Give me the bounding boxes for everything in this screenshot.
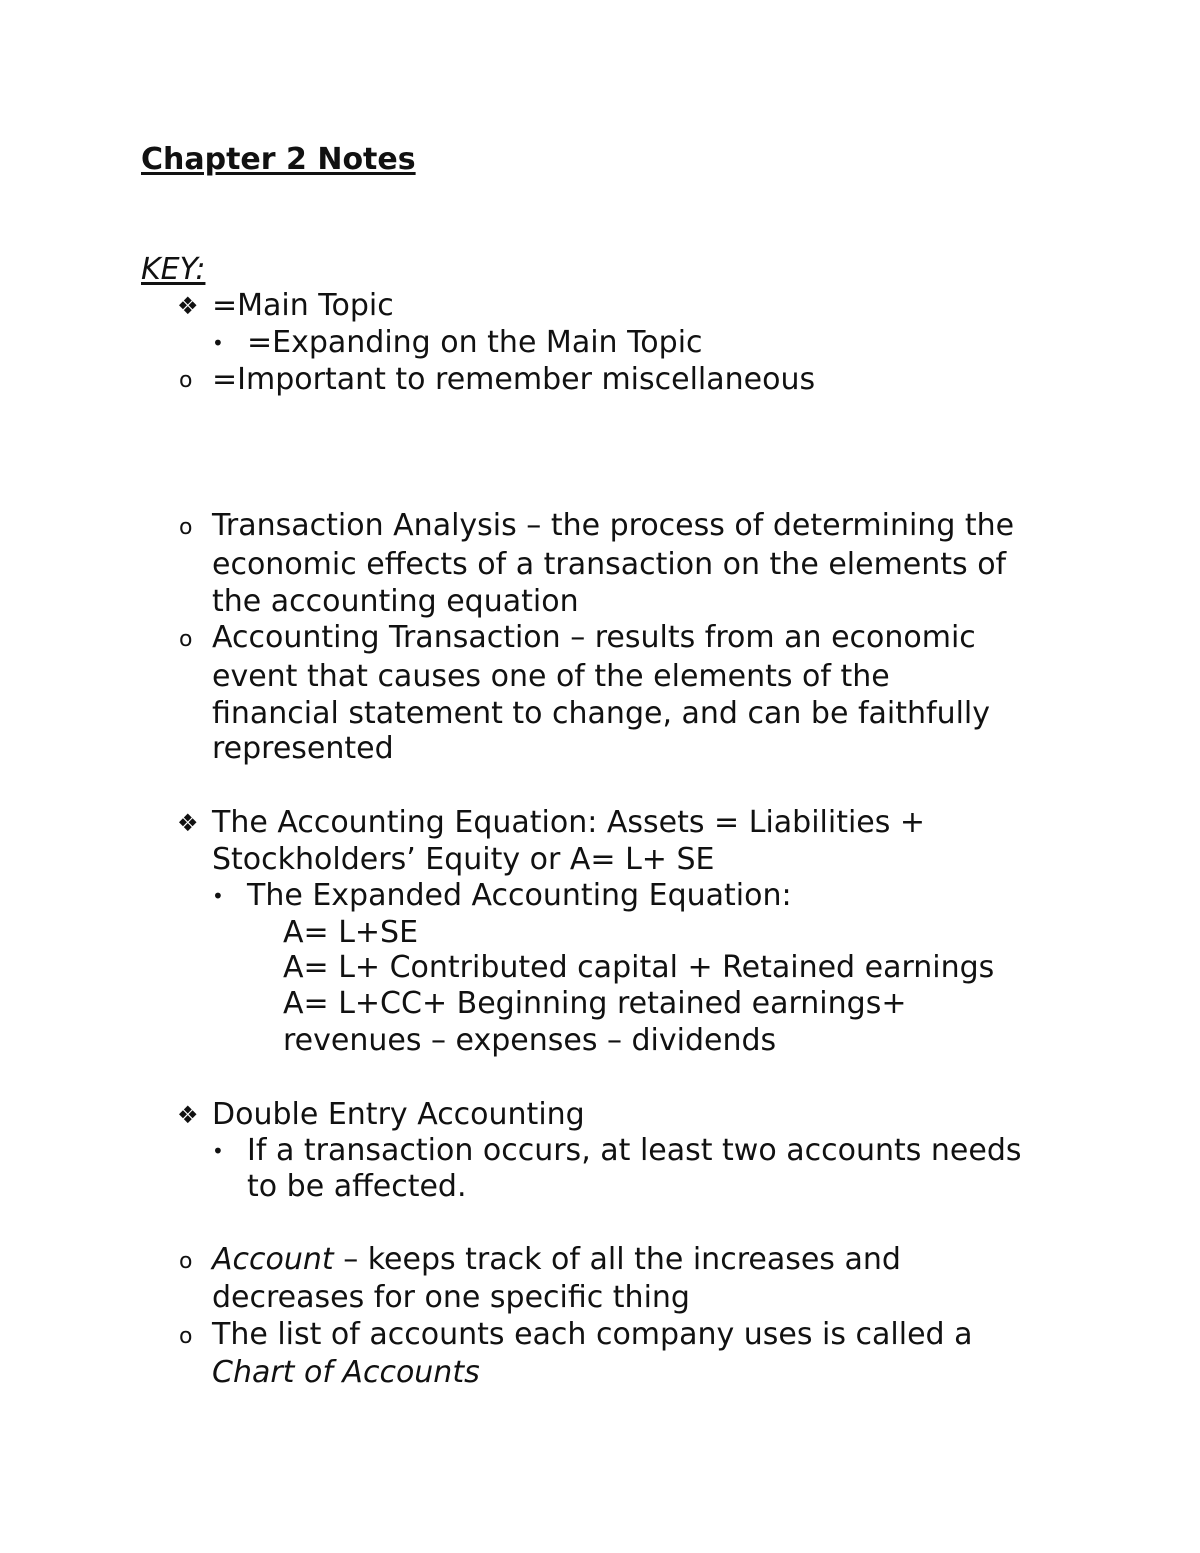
circle-bullet-icon: o xyxy=(179,368,193,393)
chart-of-accounts-term: Chart of Accounts xyxy=(212,1355,480,1390)
double-entry-heading: Double Entry Accounting xyxy=(212,1097,585,1132)
transaction-analysis-line2: economic effects of a transaction on the elements of xyxy=(212,547,1007,582)
accounting-transaction-line3: financial statement to change, and can be faithfully xyxy=(212,696,991,731)
equation-3: A= L+CC+ Beginning retained earnings+ xyxy=(283,986,907,1021)
accounting-transaction-line2: event that causes one of the elements of the xyxy=(212,659,890,694)
accounting-equation-line1: The Accounting Equation: Assets = Liabilities + xyxy=(212,805,926,840)
dot-bullet-icon: • xyxy=(212,331,224,355)
circle-bullet-icon: o xyxy=(179,1249,193,1274)
dot-bullet-icon: • xyxy=(212,1139,224,1163)
double-entry-line1: If a transaction occurs, at least two accounts needs xyxy=(247,1133,1022,1168)
account-definition-rest: – keeps track of all the increases and xyxy=(333,1242,901,1277)
accounting-transaction-line4: represented xyxy=(212,731,394,766)
chart-of-accounts-line1: The list of accounts each company uses is called a xyxy=(212,1317,973,1352)
diamond-bullet-icon: ❖ xyxy=(177,809,199,837)
expanded-equation-heading: The Expanded Accounting Equation: xyxy=(247,878,792,913)
transaction-analysis-line1: Transaction Analysis – the process of determining the xyxy=(212,508,1015,543)
diamond-bullet-icon: ❖ xyxy=(177,292,199,320)
transaction-analysis-line3: the accounting equation xyxy=(212,584,579,619)
accounting-equation-line2: Stockholders’ Equity or A= L+ SE xyxy=(212,842,715,877)
circle-bullet-icon: o xyxy=(179,515,193,540)
account-definition-line2: decreases for one specific thing xyxy=(212,1280,690,1315)
key-important: =Important to remember miscellaneous xyxy=(212,362,816,397)
page-title: Chapter 2 Notes xyxy=(141,142,416,177)
key-expanding: =Expanding on the Main Topic xyxy=(247,325,703,360)
equation-1: A= L+SE xyxy=(283,915,419,950)
double-entry-line2: to be affected. xyxy=(247,1169,467,1204)
dot-bullet-icon: • xyxy=(212,884,224,908)
account-term: Account xyxy=(212,1242,334,1277)
accounting-transaction-line1: Accounting Transaction – results from an economic xyxy=(212,620,976,655)
key-label: KEY: xyxy=(141,252,206,287)
key-main-topic: =Main Topic xyxy=(212,288,394,323)
equation-4: revenues – expenses – dividends xyxy=(283,1023,777,1058)
diamond-bullet-icon: ❖ xyxy=(177,1101,199,1129)
account-definition-line1 xyxy=(212,1242,901,1278)
equation-2: A= L+ Contributed capital + Retained earnings xyxy=(283,950,995,985)
circle-bullet-icon: o xyxy=(179,627,193,652)
circle-bullet-icon: o xyxy=(179,1324,193,1349)
